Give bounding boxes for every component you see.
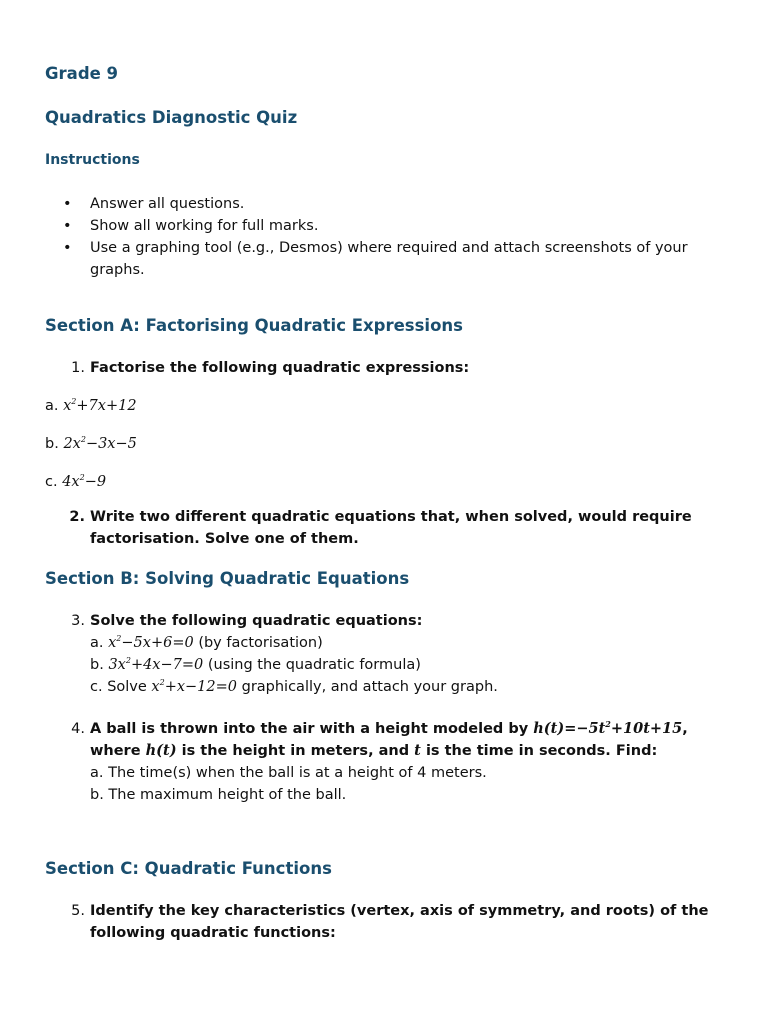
section-a-heading: Section A: Factorising Quadratic Expressions [45, 316, 463, 335]
question-number: 4. [71, 721, 85, 737]
instruction-item: • Answer all questions. [45, 193, 735, 215]
question-number: 1. [71, 360, 85, 376]
math-expression: h(t) [145, 742, 177, 759]
question-text: Identify the key characteristics (vertex, axis of symmetry, and roots) of the following quadratic functions: [90, 903, 709, 941]
q1-part-b: b. $2x^2-3x-5$ [45, 435, 137, 452]
question-number: 5. [71, 903, 85, 919]
question-4 [45, 718, 735, 806]
question-text: Factorise the following quadratic expressions: [90, 360, 470, 376]
question-text: Write two different quadratic equations that, when solved, would require factorisation. Solve one of them. [90, 509, 692, 547]
instruction-item: • Show all working for full marks. [45, 215, 735, 237]
instruction-item: • Use a graphing tool (e.g., Desmos) where required and attach screenshots of your graphs. [45, 237, 735, 281]
q3-part-c: c. Solve $x^2+x-12=0$ graphically, and attach your graph. [90, 678, 498, 695]
grade-heading: Grade 9 [45, 64, 119, 83]
math-expression: $x^2+x-12=0$ [151, 678, 237, 695]
question-text: A ball is thrown into the air with a height modeled by $h(t)=-5t^2+10t+15$, where h(t) is the height in meters, and t is the time in seconds. Find: [90, 719, 688, 759]
math-expression: $h(t)=-5t^2+10t+15$ [533, 719, 683, 737]
bullet-icon: • [63, 218, 72, 234]
section-b-heading: Section B: Solving Quadratic Equations [45, 569, 410, 588]
q4-part-b: b. The maximum height of the ball. [90, 787, 347, 803]
q3-part-a: a. $x^2-5x+6=0$ (by factorisation) [90, 634, 323, 651]
question-2 [45, 506, 735, 550]
math-expression: $x^2+7x+12$ [63, 397, 137, 414]
bullet-icon: • [63, 196, 72, 212]
q4-part-a: a. The time(s) when the ball is at a height of 4 meters. [90, 765, 487, 781]
question-3 [45, 610, 735, 698]
instructions-heading: Instructions [45, 152, 140, 168]
question-text: Solve the following quadratic equations: [90, 613, 423, 629]
q3-part-b: b. $3x^2+4x-7=0$ (using the quadratic formula) [90, 656, 421, 673]
bullet-icon: • [63, 240, 72, 256]
instructions-list [45, 193, 735, 281]
quiz-title: Quadratics Diagnostic Quiz [45, 108, 298, 127]
question-number: 2. [69, 509, 85, 525]
section-c-heading: Section C: Quadratic Functions [45, 859, 332, 878]
question-number: 3. [71, 613, 85, 629]
q1-part-c: c. $4x^2-9$ [45, 473, 107, 490]
question-5 [45, 900, 735, 944]
math-expression: t [414, 742, 421, 759]
math-expression: $x^2-5x+6=0$ [108, 634, 194, 651]
math-expression: $2x^2-3x-5$ [63, 435, 137, 452]
math-expression: $3x^2+4x-7=0$ [108, 656, 204, 673]
q1-part-a: a. $x^2+7x+12$ [45, 397, 137, 414]
question-1 [45, 357, 735, 379]
math-expression: $4x^2-9$ [62, 473, 107, 490]
